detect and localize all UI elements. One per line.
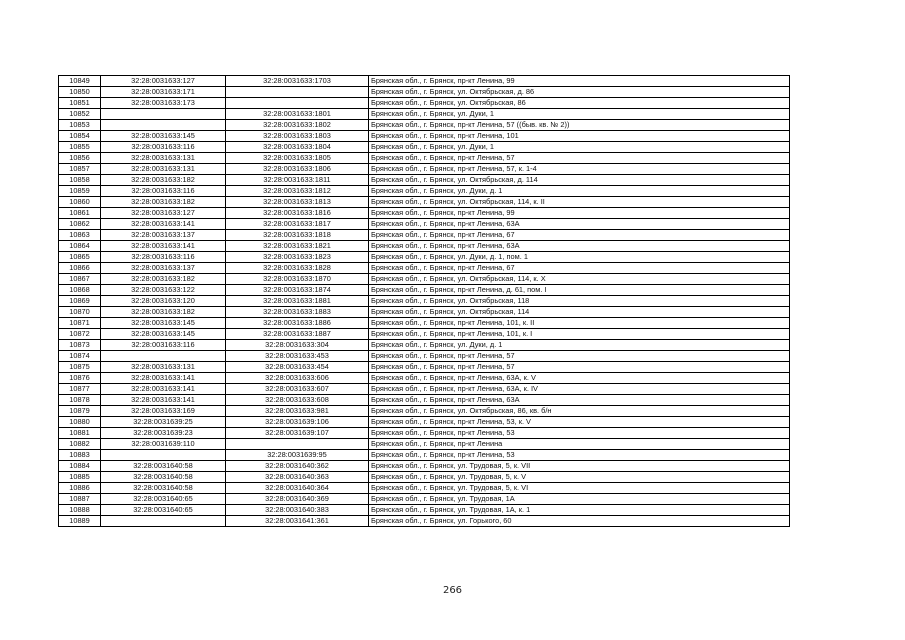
row-number-cell: 10864 [59,241,101,252]
object-cadastral-number-cell: 32:28:0031633:1817 [226,219,369,230]
address-cell: Брянская обл., г. Брянск, пр-кт Ленина, 57 [369,351,790,362]
table-row [59,153,790,164]
row-number-cell: 10889 [59,516,101,527]
row-number-cell: 10874 [59,351,101,362]
object-cadastral-number-cell: 32:28:0031633:1812 [226,186,369,197]
table-row [59,318,790,329]
land-cadastral-number-cell: 32:28:0031633:182 [101,197,226,208]
row-number-cell: 10860 [59,197,101,208]
address-cell: Брянская обл., г. Брянск, ул. Трудовая, 1А [369,494,790,505]
land-cadastral-number-cell: 32:28:0031633:116 [101,142,226,153]
object-cadastral-number-cell: 32:28:0031633:304 [226,340,369,351]
address-cell: Брянская обл., г. Брянск, пр-кт Ленина, 67 [369,230,790,241]
object-cadastral-number-cell: 32:28:0031633:607 [226,384,369,395]
land-cadastral-number-cell: 32:28:0031633:141 [101,219,226,230]
table-row [59,494,790,505]
object-cadastral-number-cell: 32:28:0031633:453 [226,351,369,362]
row-number-cell: 10855 [59,142,101,153]
row-number-cell: 10867 [59,274,101,285]
row-number-cell: 10868 [59,285,101,296]
row-number-cell: 10876 [59,373,101,384]
land-cadastral-number-cell: 32:28:0031639:23 [101,428,226,439]
row-number-cell: 10853 [59,120,101,131]
land-cadastral-number-cell: 32:28:0031633:182 [101,175,226,186]
table-row [59,219,790,230]
address-cell: Брянская обл., г. Брянск, пр-кт Ленина, 63А [369,395,790,406]
address-cell: Брянская обл., г. Брянск, пр-кт Ленина, 67 [369,263,790,274]
table-row [59,87,790,98]
table-row [59,208,790,219]
table-row [59,109,790,120]
land-cadastral-number-cell: 32:28:0031633:127 [101,208,226,219]
land-cadastral-number-cell [101,120,226,131]
row-number-cell: 10854 [59,131,101,142]
object-cadastral-number-cell: 32:28:0031633:1870 [226,274,369,285]
table-row [59,76,790,87]
table-row [59,417,790,428]
address-cell: Брянская обл., г. Брянск, пр-кт Ленина, д. 61, пом. I [369,285,790,296]
object-cadastral-number-cell: 32:28:0031633:1703 [226,76,369,87]
row-number-cell: 10884 [59,461,101,472]
row-number-cell: 10866 [59,263,101,274]
address-cell: Брянская обл., г. Брянск, пр-кт Ленина, 57 [369,362,790,373]
object-cadastral-number-cell: 32:28:0031633:1883 [226,307,369,318]
row-number-cell: 10859 [59,186,101,197]
address-cell: Брянская обл., г. Брянск, пр-кт Ленина [369,439,790,450]
address-cell: Брянская обл., г. Брянск, ул. Трудовая, 1А, к. 1 [369,505,790,516]
object-cadastral-number-cell: 32:28:0031633:608 [226,395,369,406]
address-cell: Брянская обл., г. Брянск, ул. Трудовая, 5, к. V [369,472,790,483]
land-cadastral-number-cell: 32:28:0031633:122 [101,285,226,296]
object-cadastral-number-cell: 32:28:0031633:1881 [226,296,369,307]
table-row [59,505,790,516]
land-cadastral-number-cell: 32:28:0031633:145 [101,329,226,340]
address-cell: Брянская обл., г. Брянск, пр-кт Ленина, 57 [369,153,790,164]
row-number-cell: 10881 [59,428,101,439]
row-number-cell: 10879 [59,406,101,417]
land-cadastral-number-cell: 32:28:0031633:173 [101,98,226,109]
object-cadastral-number-cell: 32:28:0031633:1802 [226,120,369,131]
address-cell: Брянская обл., г. Брянск, пр-кт Ленина, 63А, к. V [369,373,790,384]
address-cell: Брянская обл., г. Брянск, пр-кт Ленина, 101 [369,131,790,142]
land-cadastral-number-cell [101,351,226,362]
object-cadastral-number-cell [226,439,369,450]
row-number-cell: 10888 [59,505,101,516]
land-cadastral-number-cell: 32:28:0031633:169 [101,406,226,417]
address-cell: Брянская обл., г. Брянск, ул. Трудовая, 5, к. VI [369,483,790,494]
row-number-cell: 10858 [59,175,101,186]
row-number-cell: 10882 [59,439,101,450]
table-row [59,175,790,186]
table-row [59,516,790,527]
object-cadastral-number-cell: 32:28:0031633:1874 [226,285,369,296]
address-cell: Брянская обл., г. Брянск, ул. Октябрьская, 118 [369,296,790,307]
address-cell: Брянская обл., г. Брянск, пр-кт Ленина, 101, к. II [369,318,790,329]
land-cadastral-number-cell: 32:28:0031633:141 [101,384,226,395]
land-cadastral-number-cell: 32:28:0031640:58 [101,472,226,483]
table-row [59,263,790,274]
table-row [59,230,790,241]
land-cadastral-number-cell [101,450,226,461]
address-cell: Брянская обл., г. Брянск, пр-кт Ленина, 57 ((быв. кв. № 2)) [369,120,790,131]
object-cadastral-number-cell: 32:28:0031633:1816 [226,208,369,219]
table-row [59,439,790,450]
table-row [59,296,790,307]
row-number-cell: 10850 [59,87,101,98]
table-row [59,362,790,373]
land-cadastral-number-cell: 32:28:0031640:58 [101,483,226,494]
row-number-cell: 10871 [59,318,101,329]
object-cadastral-number-cell: 32:28:0031639:106 [226,417,369,428]
object-cadastral-number-cell: 32:28:0031633:1821 [226,241,369,252]
row-number-cell: 10857 [59,164,101,175]
object-cadastral-number-cell: 32:28:0031640:363 [226,472,369,483]
address-cell: Брянская обл., г. Брянск, пр-кт Ленина, 63А [369,219,790,230]
address-cell: Брянская обл., г. Брянск, ул. Дуки, 1 [369,142,790,153]
object-cadastral-number-cell: 32:28:0031633:1828 [226,263,369,274]
row-number-cell: 10886 [59,483,101,494]
table-row [59,483,790,494]
table-row [59,241,790,252]
address-cell: Брянская обл., г. Брянск, пр-кт Ленина, 99 [369,208,790,219]
address-cell: Брянская обл., г. Брянск, ул. Октябрьская, д. 86 [369,87,790,98]
object-cadastral-number-cell: 32:28:0031640:383 [226,505,369,516]
row-number-cell: 10870 [59,307,101,318]
table-row [59,395,790,406]
table-row [59,164,790,175]
address-cell: Брянская обл., г. Брянск, ул. Трудовая, 5, к. VII [369,461,790,472]
row-number-cell: 10877 [59,384,101,395]
address-cell: Брянская обл., г. Брянск, ул. Октябрьская, 114, к. II [369,197,790,208]
object-cadastral-number-cell: 32:28:0031633:1805 [226,153,369,164]
object-cadastral-number-cell [226,98,369,109]
address-cell: Брянская обл., г. Брянск, пр-кт Ленина, 53 [369,450,790,461]
row-number-cell: 10861 [59,208,101,219]
land-cadastral-number-cell: 32:28:0031633:131 [101,153,226,164]
address-cell: Брянская обл., г. Брянск, ул. Дуки, д. 1, пом. 1 [369,252,790,263]
object-cadastral-number-cell: 32:28:0031633:1813 [226,197,369,208]
row-number-cell: 10863 [59,230,101,241]
address-cell: Брянская обл., г. Брянск, пр-кт Ленина, 53 [369,428,790,439]
object-cadastral-number-cell: 32:28:0031633:981 [226,406,369,417]
land-cadastral-number-cell: 32:28:0031640:58 [101,461,226,472]
table-row [59,142,790,153]
row-number-cell: 10856 [59,153,101,164]
address-cell: Брянская обл., г. Брянск, пр-кт Ленина, 101, к. I [369,329,790,340]
table-body [59,76,790,527]
address-cell: Брянская обл., г. Брянск, пр-кт Ленина, 57, к. 1-4 [369,164,790,175]
row-number-cell: 10885 [59,472,101,483]
land-cadastral-number-cell: 32:28:0031639:110 [101,439,226,450]
row-number-cell: 10883 [59,450,101,461]
table-row [59,307,790,318]
land-cadastral-number-cell: 32:28:0031633:127 [101,76,226,87]
land-cadastral-number-cell: 32:28:0031633:137 [101,230,226,241]
object-cadastral-number-cell [226,87,369,98]
row-number-cell: 10873 [59,340,101,351]
object-cadastral-number-cell: 32:28:0031640:364 [226,483,369,494]
row-number-cell: 10865 [59,252,101,263]
land-cadastral-number-cell: 32:28:0031639:25 [101,417,226,428]
land-cadastral-number-cell: 32:28:0031633:182 [101,307,226,318]
object-cadastral-number-cell: 32:28:0031633:1823 [226,252,369,263]
address-cell: Брянская обл., г. Брянск, ул. Горького, 60 [369,516,790,527]
table-row [59,131,790,142]
object-cadastral-number-cell: 32:28:0031633:1887 [226,329,369,340]
object-cadastral-number-cell: 32:28:0031633:1801 [226,109,369,120]
row-number-cell: 10851 [59,98,101,109]
table-row [59,285,790,296]
object-cadastral-number-cell: 32:28:0031640:369 [226,494,369,505]
row-number-cell: 10849 [59,76,101,87]
land-cadastral-number-cell: 32:28:0031633:141 [101,241,226,252]
table-row [59,340,790,351]
land-cadastral-number-cell: 32:28:0031633:131 [101,164,226,175]
object-cadastral-number-cell: 32:28:0031633:606 [226,373,369,384]
object-cadastral-number-cell: 32:28:0031633:1811 [226,175,369,186]
address-cell: Брянская обл., г. Брянск, пр-кт Ленина, 53, к. V [369,417,790,428]
address-cell: Брянская обл., г. Брянск, пр-кт Ленина, 63А, к. IV [369,384,790,395]
address-cell: Брянская обл., г. Брянск, ул. Дуки, 1 [369,109,790,120]
row-number-cell: 10880 [59,417,101,428]
land-cadastral-number-cell: 32:28:0031633:120 [101,296,226,307]
object-cadastral-number-cell: 32:28:0031641:361 [226,516,369,527]
land-cadastral-number-cell: 32:28:0031640:65 [101,505,226,516]
land-cadastral-number-cell: 32:28:0031633:116 [101,340,226,351]
table-row [59,186,790,197]
address-cell: Брянская обл., г. Брянск, ул. Октябрьская, 86 [369,98,790,109]
table-row [59,197,790,208]
row-number-cell: 10869 [59,296,101,307]
table-row [59,274,790,285]
address-cell: Брянская обл., г. Брянск, ул. Октябрьская, д. 114 [369,175,790,186]
table-row [59,373,790,384]
land-cadastral-number-cell: 32:28:0031633:141 [101,395,226,406]
address-cell: Брянская обл., г. Брянск, ул. Октябрьская, 114 [369,307,790,318]
row-number-cell: 10878 [59,395,101,406]
land-cadastral-number-cell [101,516,226,527]
object-cadastral-number-cell: 32:28:0031639:95 [226,450,369,461]
land-cadastral-number-cell: 32:28:0031633:141 [101,373,226,384]
address-cell: Брянская обл., г. Брянск, ул. Октябрьская, 86, кв. б/н [369,406,790,417]
object-cadastral-number-cell: 32:28:0031633:1806 [226,164,369,175]
table-row [59,384,790,395]
land-cadastral-number-cell: 32:28:0031633:182 [101,274,226,285]
table-row [59,351,790,362]
table-row [59,329,790,340]
table-row [59,472,790,483]
object-cadastral-number-cell: 32:28:0031633:1804 [226,142,369,153]
object-cadastral-number-cell: 32:28:0031633:1886 [226,318,369,329]
land-cadastral-number-cell: 32:28:0031633:116 [101,252,226,263]
address-cell: Брянская обл., г. Брянск, ул. Дуки, д. 1 [369,340,790,351]
land-cadastral-number-cell: 32:28:0031633:131 [101,362,226,373]
row-number-cell: 10887 [59,494,101,505]
row-number-cell: 10872 [59,329,101,340]
object-cadastral-number-cell: 32:28:0031633:1818 [226,230,369,241]
object-cadastral-number-cell: 32:28:0031633:1803 [226,131,369,142]
address-cell: Брянская обл., г. Брянск, ул. Дуки, д. 1 [369,186,790,197]
table-row [59,450,790,461]
object-cadastral-number-cell: 32:28:0031633:454 [226,362,369,373]
row-number-cell: 10852 [59,109,101,120]
row-number-cell: 10862 [59,219,101,230]
table-row [59,461,790,472]
land-cadastral-number-cell: 32:28:0031633:145 [101,318,226,329]
property-table [58,75,790,527]
table-row [59,428,790,439]
land-cadastral-number-cell: 32:28:0031633:145 [101,131,226,142]
land-cadastral-number-cell: 32:28:0031633:116 [101,186,226,197]
land-cadastral-number-cell [101,109,226,120]
page-number: 266 [442,585,463,596]
row-number-cell: 10875 [59,362,101,373]
table-row [59,120,790,131]
address-cell: Брянская обл., г. Брянск, пр-кт Ленина, 63А [369,241,790,252]
table-row [59,406,790,417]
address-cell: Брянская обл., г. Брянск, пр-кт Ленина, 99 [369,76,790,87]
object-cadastral-number-cell: 32:28:0031639:107 [226,428,369,439]
address-cell: Брянская обл., г. Брянск, ул. Октябрьская, 114, к. Х [369,274,790,285]
land-cadastral-number-cell: 32:28:0031633:171 [101,87,226,98]
table-row [59,252,790,263]
object-cadastral-number-cell: 32:28:0031640:362 [226,461,369,472]
table-row [59,98,790,109]
land-cadastral-number-cell: 32:28:0031633:137 [101,263,226,274]
land-cadastral-number-cell: 32:28:0031640:65 [101,494,226,505]
